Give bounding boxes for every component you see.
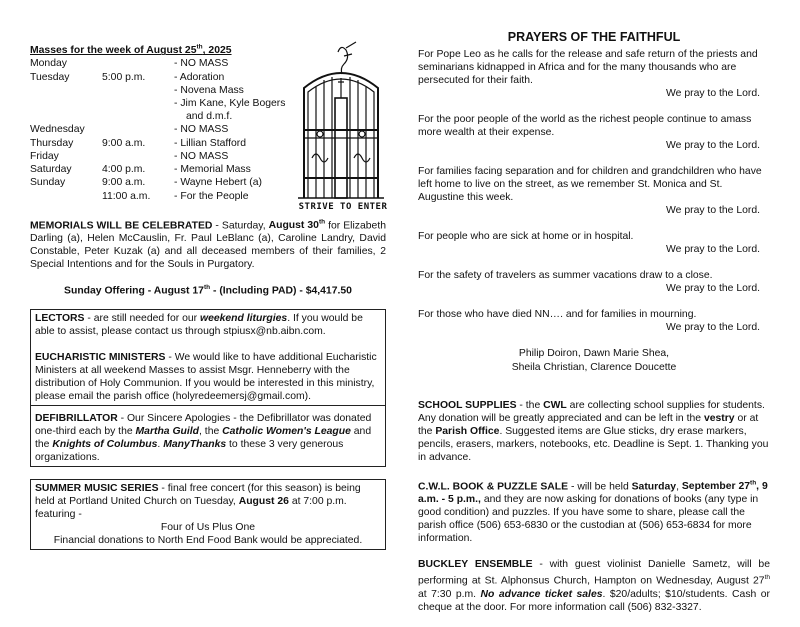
defibrillator-text-e: to these 3 very generous organizations. (35, 438, 344, 463)
mass-day: Tuesday (30, 71, 70, 83)
prayer-text: For those who have died NN…. and for families in mourning. (418, 309, 697, 320)
mass-time (102, 57, 174, 70)
book-sale-paragraph (418, 477, 770, 545)
prayer-text: For Pope Leo as he calls for the release and safe return of the priests and seminarians kidnapped in Africa and for the many thousands who are persecuted for their faith. (418, 49, 758, 86)
mass-time: 4:00 p.m. (102, 164, 146, 176)
memorials-text-a: - Saturday, (212, 220, 269, 232)
buckley-text-b: at 7:30 p.m. (418, 588, 481, 600)
cwl-org: Catholic Women's League (222, 425, 351, 437)
mass-time: 9:00 a.m. (102, 177, 146, 189)
prayer-list (418, 48, 770, 334)
mass-day: Sunday (30, 177, 66, 189)
mass-intention: - Wayne Hebert (a) (174, 177, 262, 189)
ministries-box (30, 309, 386, 406)
school-supplies-office: Parish Office (435, 426, 500, 437)
mass-day: Wednesday (30, 124, 85, 136)
book-sale-text-a: - will be held (568, 481, 632, 493)
mass-day (30, 84, 102, 97)
offering-text-b: - (Including PAD) - $4,417.50 (210, 285, 352, 297)
masses-title-year: , 2025 (202, 45, 232, 57)
school-supplies-cwl: CWL (543, 400, 567, 411)
book-sale-heading: C.W.L. BOOK & PUZZLE SALE (418, 481, 569, 493)
defibrillator-text-b: , the (199, 425, 223, 437)
mass-time (102, 110, 174, 123)
prayer-signers (418, 347, 770, 375)
prayer-text: For families facing separation and for children and grandchildren who have left home to live on the street, as we remember St. Monica and St. Augustine this week. (418, 166, 762, 203)
masses-title-sup: th (196, 44, 203, 51)
memorials-date (269, 220, 326, 231)
prayer-text: For the poor people of the world as the richest people continue to amass more wealth at their expense. (418, 114, 752, 138)
mass-day (30, 97, 102, 110)
mass-time (102, 84, 174, 97)
summer-music-heading: SUMMER MUSIC SERIES (35, 482, 159, 494)
school-supplies-paragraph (418, 399, 770, 464)
mass-day: Thursday (30, 137, 74, 149)
memorials-paragraph (30, 216, 386, 271)
prayer-item (418, 230, 770, 256)
right-column (418, 30, 770, 627)
gate-caption: STRIVE TO ENTER (298, 202, 388, 212)
mass-day: Saturday (30, 164, 72, 176)
prayer-response: We pray to the Lord. (666, 283, 760, 294)
eucharistic-paragraph (35, 351, 381, 403)
buckley-paragraph (418, 558, 770, 613)
mass-intention: - For the People (174, 190, 249, 202)
signers-line-1: Philip Doiron, Dawn Marie Shea, (518, 348, 670, 359)
buckley-heading: BUCKLEY ENSEMBLE (418, 559, 533, 571)
lectors-text-b: . If you would be able to assist, please contact us through stpiusx@nb.aibn.com. (35, 312, 363, 337)
buckley-text-a: - with guest violinist Danielle Sametz, will be performing at St. Alphonsus Church, Hampton on Wednesday, August 27 (418, 559, 770, 587)
prayer-text: For the safety of travelers as summer vacations draw to a close. (418, 270, 713, 281)
defibrillator-heading: DEFIBRILLATOR (35, 412, 118, 424)
mass-time (102, 123, 174, 136)
school-supplies-text-c: or at the (418, 413, 759, 437)
prayer-item (418, 165, 770, 217)
school-supplies-text-a: - the (516, 400, 544, 411)
defibrillator-text-d: . (157, 438, 164, 450)
book-sale-day: Saturday (631, 481, 677, 493)
prayer-response: We pray to the Lord. (666, 88, 760, 99)
buckley-emphasis: No advance ticket sales (480, 588, 603, 600)
mass-time: 5:00 p.m. (102, 71, 146, 83)
defibrillator-text-a: - Our Sincere Apologies - the Defibrillator was donated one-third each by the (35, 412, 372, 437)
mass-intention: - Memorial Mass (174, 164, 251, 176)
summer-music-text-b: at 7:00 p.m. featuring - (35, 495, 347, 520)
school-supplies-vestry: vestry (703, 413, 735, 424)
prayer-text: For people who are sick at home or in hospital. (418, 231, 634, 242)
buckley-sup: th (764, 574, 770, 582)
buckley-text-c: . $20/adults; $10/students. Cash or cheque at the door. For more information call (506) 832-3327. (418, 588, 770, 613)
gate-illustration (294, 38, 388, 216)
lectors-emphasis: weekend liturgies (199, 312, 288, 324)
prayer-item (418, 48, 770, 100)
mass-time (102, 150, 174, 163)
mass-intention: - Adoration (174, 71, 225, 83)
signers-line-2: Sheila Christian, Clarence Doucette (511, 362, 677, 373)
offering-sup: th (203, 284, 211, 292)
prayer-item (418, 308, 770, 334)
summer-music-date: August 26 (238, 495, 289, 507)
offering-text-a: Sunday Offering - August 17 (64, 285, 204, 297)
masses-title-text: Masses for the week of August 25 (30, 45, 197, 57)
mass-day (30, 190, 102, 203)
summer-music-donations: Financial donations to North End Food Bank would be appreciated. (53, 534, 363, 546)
prayer-response: We pray to the Lord. (666, 205, 760, 216)
book-sale-time: , 9 a.m. - 5 p.m., (418, 481, 768, 506)
offering-line (30, 284, 386, 296)
mass-intention: - NO MASS (174, 124, 229, 136)
summer-music-box (30, 479, 386, 550)
martha-guild: Martha Guild (135, 425, 200, 437)
lectors-heading: LECTORS (35, 312, 85, 324)
memorials-date-text: August 30 (268, 220, 319, 232)
mass-day (30, 110, 102, 123)
mass-time: 9:00 a.m. (102, 137, 146, 149)
memorials-date-sup: th (318, 218, 326, 226)
school-supplies-heading: SCHOOL SUPPLIES (418, 400, 517, 411)
eucharistic-heading: EUCHARISTIC MINISTERS (35, 351, 166, 363)
mass-intention: - Lillian Stafford (174, 137, 247, 149)
prayers-title: PRAYERS OF THE FAITHFUL (507, 30, 681, 44)
book-sale-text-c: and they are now asking for donations of books (any type in good condition) and puzzles. If you have some to share, please call the parish office (506) 653-6830 or the custodian at (506) 653-6834 for more information. (418, 494, 759, 545)
mass-intention: - Novena Mass (174, 84, 244, 96)
mass-intention: - NO MASS (174, 58, 229, 70)
prayer-response: We pray to the Lord. (666, 140, 760, 151)
book-sale-text-b: , (676, 481, 682, 493)
prayer-item (418, 269, 770, 295)
memorials-text-b: for Elizabeth Darling (a), Helen McCauslin, Fr. Paul LeBlanc (a), Caroline Landry, David Constable, Peter Kuzak (a) and all deceased members of their families, 2 Special Intentions and for the Souls in Purgatory. (30, 220, 387, 271)
book-sale-date: September 27 (681, 481, 751, 493)
mass-day: Friday (30, 150, 59, 162)
many-thanks: ManyThanks (163, 438, 227, 450)
mass-time: 11:00 a.m. (102, 190, 151, 202)
mass-day: Monday (30, 58, 67, 70)
mass-intention: and d.m.f. (186, 111, 233, 123)
prayer-item (418, 113, 770, 152)
knights-of-columbus: Knights of Columbus (52, 438, 158, 450)
prayer-response: We pray to the Lord. (666, 322, 760, 333)
school-supplies-text-d: . Suggested items are Glue sticks, dry erase markers, pencils, erasers, markers, notebooks, etc. Deadline is Sept. 1. Thanking you in advance. (418, 426, 769, 463)
summer-music-performer: Four of Us Plus One (160, 521, 256, 533)
gate-drawing-icon (294, 38, 388, 216)
lectors-text-a: - are still needed for our (84, 312, 200, 324)
mass-intention: - NO MASS (174, 150, 229, 162)
summer-music-text-a: - final free concert (for this season) is being held at Portland United Church on Tuesday, (35, 482, 361, 507)
school-supplies-text-b: are collecting school supplies for students. Any donation will be greatly appreciated and can be left in the (418, 400, 765, 424)
lectors-paragraph (35, 312, 381, 338)
eucharistic-text: - We would like to have additional Eucharistic Ministers at all weekend Masses to assist Msgr. Henneberry with the distribution of Holy Communion. If you would be interested in this ministry, please email the parish office (holyredeemersj@gmail.com). (35, 351, 377, 402)
mass-intention: - Jim Kane, Kyle Bogers (174, 98, 286, 110)
memorials-heading: MEMORIALS WILL BE CELEBRATED (30, 220, 213, 232)
defibrillator-text-c: and the (35, 425, 372, 450)
mass-time (102, 97, 174, 110)
defibrillator-box (30, 406, 386, 467)
book-sale-date-sup: th (750, 480, 757, 487)
prayer-response: We pray to the Lord. (666, 244, 760, 255)
